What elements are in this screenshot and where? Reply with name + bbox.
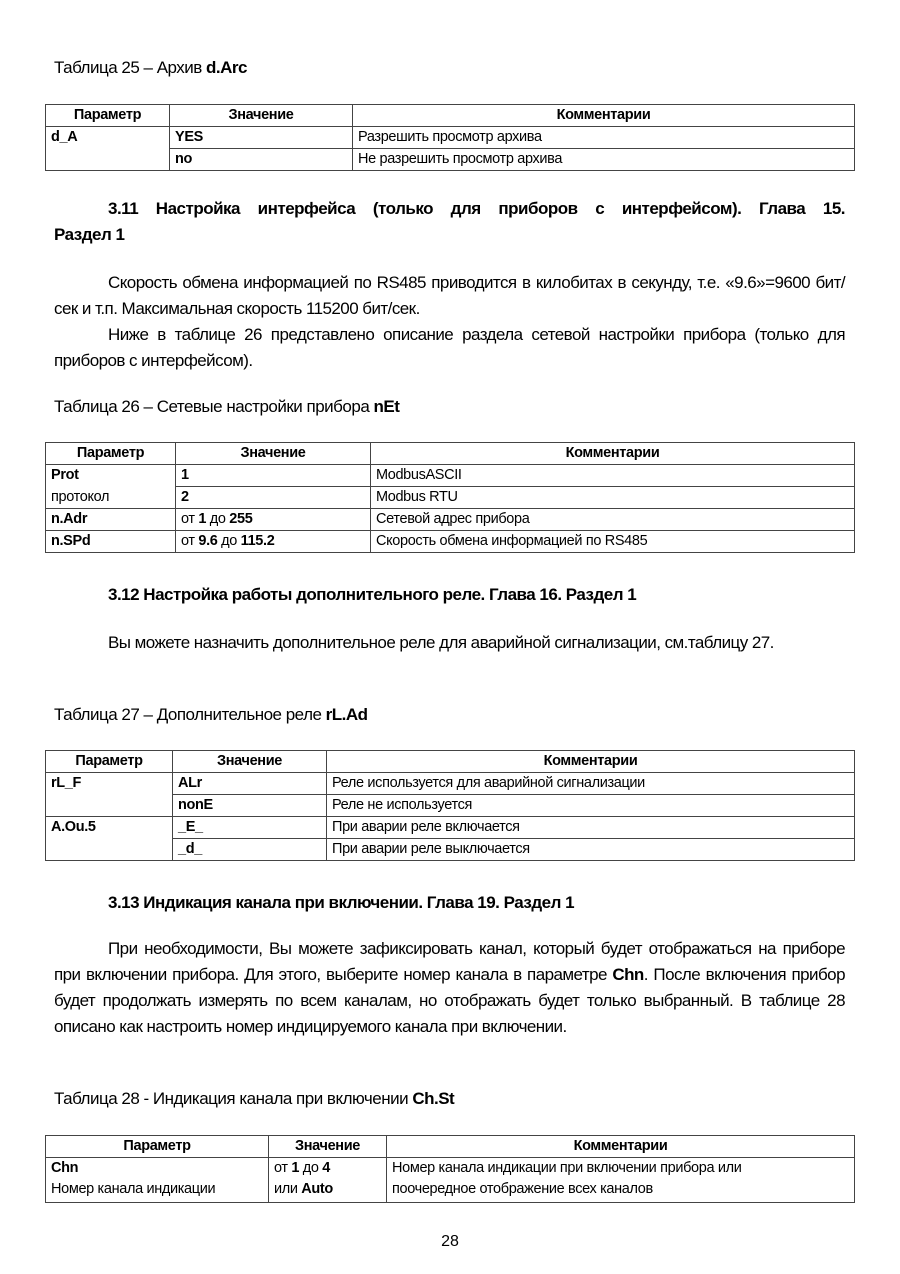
cell-param: d_A — [46, 127, 170, 149]
caption-text: Таблица 26 – Сетевые настройки прибора — [54, 397, 374, 416]
value-to: 255 — [229, 511, 253, 527]
param-desc: Номер канала индикации — [51, 1181, 216, 1197]
header-comment: Комментарии — [371, 443, 855, 465]
section-311-paragraph-1: Скорость обмена информацией по RS485 приводится в килобитах в секунду, т.е. «9.6»=9600 бит/сек и т.п. Максимальная скорость 115200 бит/сек. — [54, 273, 845, 318]
cell-value: nonE — [173, 795, 327, 817]
value-mid: до — [206, 511, 230, 527]
header-value: Значение — [176, 443, 371, 465]
section-313-heading: 3.13 Индикация канала при включении. Глава 19. Раздел 1 — [108, 893, 575, 912]
param-code: Chn — [51, 1160, 79, 1176]
header-param: Параметр — [46, 751, 173, 773]
cell-comment: Скорость обмена информацией по RS485 — [371, 531, 855, 553]
value-mid: до — [299, 1160, 323, 1176]
cell-comment: Не разрешить просмотр архива — [353, 149, 855, 171]
table-header-row — [46, 443, 855, 465]
section-311-heading-line1: 3.11 Настройка интерфейса (только для приборов с интерфейсом). Глава 15. — [108, 199, 845, 218]
value-or: или — [274, 1181, 302, 1197]
caption-text: Таблица 25 – Архив — [54, 58, 207, 77]
value-mid: до — [217, 533, 241, 549]
section-313-paragraph-1 — [54, 936, 845, 1040]
table-header-row — [46, 751, 855, 773]
table-row — [46, 487, 855, 509]
cell-comment: Разрешить просмотр архива — [353, 127, 855, 149]
table27 — [45, 750, 855, 861]
header-param: Параметр — [46, 1136, 269, 1158]
table-header-row — [46, 105, 855, 127]
cell-comment — [387, 1158, 855, 1203]
table-row — [46, 531, 855, 553]
paragraph-text: . После включения прибор будет продолжать измерять по всем каналам, но отображать будет только выбранный. В таблице 28 описано как настроить номер индицируемого канала при включении. — [54, 965, 845, 1036]
value-to: 4 — [322, 1160, 330, 1176]
header-value: Значение — [269, 1136, 387, 1158]
table-row — [46, 839, 855, 861]
table-header-row — [46, 1136, 855, 1158]
cell-value: 1 — [176, 465, 371, 487]
cell-value: 2 — [176, 487, 371, 509]
caption-text: Таблица 27 – Дополнительное реле — [54, 705, 326, 724]
caption-code: Ch.St — [412, 1089, 455, 1108]
cell-comment: При аварии реле включается — [327, 817, 855, 839]
cell-param: n.Adr — [46, 509, 176, 531]
cell-value: YES — [170, 127, 353, 149]
value-from: 1 — [291, 1160, 300, 1176]
section-312-heading: 3.12 Настройка работы дополнительного реле. Глава 16. Раздел 1 — [108, 585, 637, 604]
cell-value: ALr — [173, 773, 327, 795]
table-row — [46, 773, 855, 795]
cell-param: n.SPd — [46, 531, 176, 553]
caption-text: Таблица 28 - Индикация канала при включении — [54, 1089, 413, 1108]
cell-comment: При аварии реле выключается — [327, 839, 855, 861]
cell-value: _E_ — [173, 817, 327, 839]
table27-caption — [54, 705, 368, 725]
cell-param — [46, 149, 170, 171]
header-param: Параметр — [46, 443, 176, 465]
table-row — [46, 1158, 855, 1203]
paragraph-text: При необходимости, Вы можете зафиксировать канал, который будет отображаться на приборе при включении прибора. Для этого, выберите номер канала в параметре — [54, 939, 845, 984]
value-to: 115.2 — [240, 533, 275, 549]
table25-caption — [54, 58, 247, 78]
cell-param — [46, 1158, 269, 1203]
caption-code: nEt — [373, 397, 400, 416]
section-312-paragraph-1: Вы можете назначить дополнительное реле для аварийной сигнализации, см.таблицу 27. — [108, 633, 774, 652]
header-value: Значение — [173, 751, 327, 773]
table25 — [45, 104, 855, 171]
cell-comment: Сетевой адрес прибора — [371, 509, 855, 531]
value-auto: Auto — [301, 1181, 333, 1197]
table-row — [46, 465, 855, 487]
value-from: 9.6 — [198, 533, 218, 549]
cell-value — [176, 531, 371, 553]
header-comment: Комментарии — [387, 1136, 855, 1158]
value-prefix: от — [181, 533, 199, 549]
comment-line: поочередное отображение всех каналов — [392, 1181, 653, 1197]
paragraph-code: Chn — [612, 965, 644, 984]
comment-line: Номер канала индикации при включении прибора или — [392, 1160, 742, 1176]
section-311-heading-line2: Раздел 1 — [54, 225, 125, 244]
value-from: 1 — [198, 511, 207, 527]
table-row — [46, 795, 855, 817]
cell-param — [46, 795, 173, 817]
caption-code: rL.Ad — [325, 705, 368, 724]
value-prefix: от — [181, 511, 199, 527]
cell-comment: ModbusASCII — [371, 465, 855, 487]
page-number: 28 — [441, 1233, 459, 1250]
header-value: Значение — [170, 105, 353, 127]
cell-param-desc: протокол — [46, 487, 176, 509]
table-row — [46, 127, 855, 149]
cell-param: rL_F — [46, 773, 173, 795]
cell-value — [176, 509, 371, 531]
cell-param: Prot — [46, 465, 176, 487]
header-comment: Комментарии — [353, 105, 855, 127]
cell-value — [269, 1158, 387, 1203]
cell-comment: Modbus RTU — [371, 487, 855, 509]
cell-comment: Реле используется для аварийной сигнализации — [327, 773, 855, 795]
cell-value: _d_ — [173, 839, 327, 861]
header-comment: Комментарии — [327, 751, 855, 773]
table-row — [46, 149, 855, 171]
cell-param: A.Ou.5 — [46, 817, 173, 839]
table-row — [46, 509, 855, 531]
caption-code: d.Arc — [206, 58, 248, 77]
table-row — [46, 817, 855, 839]
table28 — [45, 1135, 855, 1203]
table26 — [45, 442, 855, 553]
cell-comment: Реле не используется — [327, 795, 855, 817]
section-311-paragraph-2: Ниже в таблице 26 представлено описание раздела сетевой настройки прибора (только для приборов с интерфейсом). — [54, 325, 845, 370]
table26-caption — [54, 397, 399, 417]
header-param: Параметр — [46, 105, 170, 127]
table28-caption — [54, 1089, 454, 1109]
cell-value: no — [170, 149, 353, 171]
value-prefix: от — [274, 1160, 292, 1176]
cell-param — [46, 839, 173, 861]
